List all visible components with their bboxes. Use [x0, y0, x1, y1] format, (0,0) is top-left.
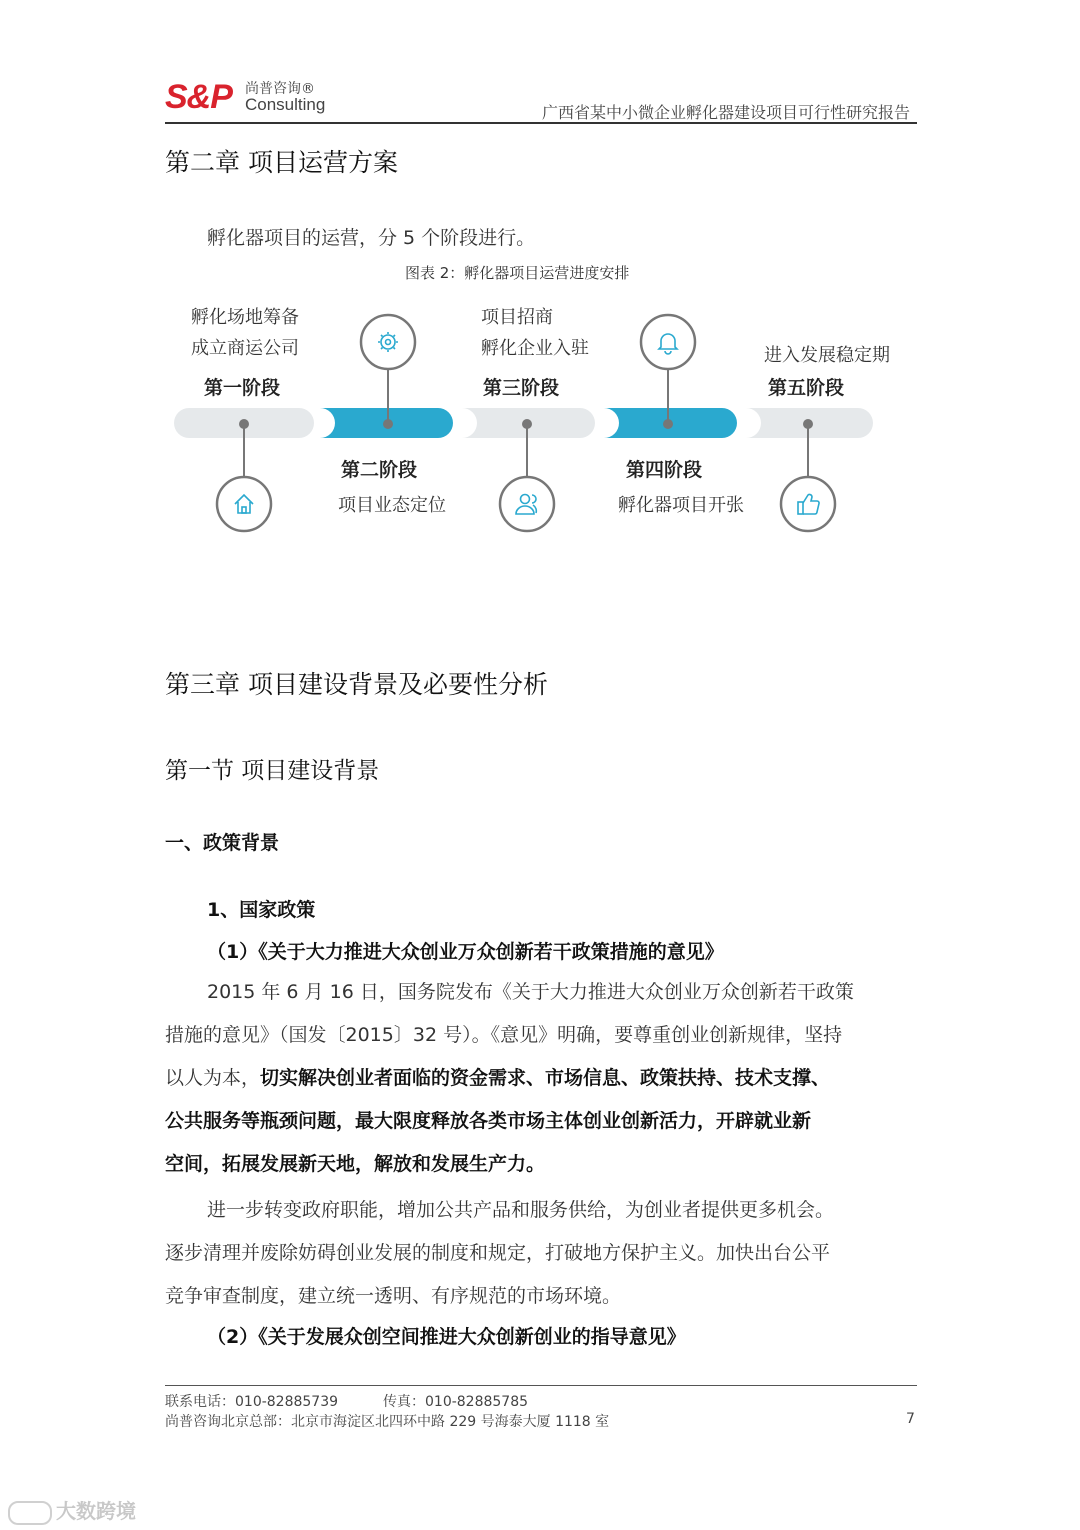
stage-4-name: 第四阶段	[626, 459, 703, 481]
paragraph-2-line-2: 逐步清理并废除妨碍创业发展的制度和规定，打破地方保护主义。加快出台公平	[165, 1242, 831, 1264]
figure-caption: 图表 2：孵化器项目运营进度安排	[405, 264, 630, 282]
logo-english-name: Consulting	[245, 95, 326, 114]
stage-5-name: 第五阶段	[768, 377, 845, 399]
stage-1-desc-line2: 成立商运公司	[191, 338, 299, 359]
policy-item-1-title: （1）《关于大力推进大众创业万众创新若干政策措施的意见》	[207, 941, 724, 963]
stage-1-desc-line1: 孵化场地筹备	[191, 307, 299, 328]
paragraph-2-line-1: 进一步转变政府职能，增加公共产品和服务供给，为创业者提供更多机会。	[207, 1199, 835, 1221]
stage-3-desc-line1: 项目招商	[481, 307, 553, 328]
footer-fax: 传真：010-82885785	[383, 1394, 529, 1410]
chapter-3-title: 第三章 项目建设背景及必要性分析	[165, 670, 548, 699]
stage-4-desc: 孵化器项目开张	[618, 495, 744, 516]
watermark-logo-icon	[8, 1501, 52, 1525]
logo-chinese-name: 尚普咨询®	[245, 81, 315, 97]
logo-mark: S&P	[165, 78, 232, 116]
footer-address: 尚普咨询北京总部：北京市海淀区北四环中路 229 号海泰大厦 1118 室	[165, 1414, 610, 1430]
stage-3-name: 第三阶段	[483, 377, 560, 399]
paragraph-1-line-3-plain: 以人为本，	[165, 1067, 261, 1089]
stage-1-name: 第一阶段	[204, 377, 281, 399]
footer-phone: 联系电话：010-82885739	[165, 1394, 339, 1410]
paragraph-1-line-1: 2015 年 6 月 16 日，国务院发布《关于大力推进大众创业万众创新若干政策	[207, 981, 854, 1003]
policy-item-2-title: （2）《关于发展众创空间推进大众创新创业的指导意见》	[207, 1326, 686, 1348]
stage-3-desc-line2: 孵化企业入驻	[481, 338, 589, 359]
subsection-policy-background: 一、政策背景	[165, 832, 280, 854]
stage-5-desc: 进入发展稳定期	[764, 345, 890, 366]
section-1-title: 第一节 项目建设背景	[165, 758, 380, 784]
watermark	[8, 1495, 136, 1525]
paragraph-2-line-3: 竞争审查制度，建立统一透明、有序规范的市场环境。	[165, 1285, 622, 1307]
header-divider	[165, 122, 917, 124]
footer-divider	[165, 1385, 917, 1386]
subsection-national-policy: 1、国家政策	[207, 899, 316, 921]
chapter-2-title: 第二章 项目运营方案	[165, 148, 398, 177]
paragraph-1-line-2: 措施的意见》（国发〔2015〕32 号）。《意见》明确，要尊重创业创新规律，坚持	[165, 1024, 843, 1046]
paragraph-1-line-4: 公共服务等瓶颈问题，最大限度释放各类市场主体创业创新活力，开辟就业新	[165, 1110, 812, 1132]
page-number: 7	[906, 1411, 915, 1427]
paragraph-1-line-3	[165, 1057, 830, 1100]
stage-2-name: 第二阶段	[341, 459, 418, 481]
paragraph-1-line-5: 空间，拓展发展新天地，解放和发展生产力。	[165, 1153, 546, 1175]
chapter-2-intro: 孵化器项目的运营，分 5 个阶段进行。	[207, 227, 536, 249]
watermark-text: 大数跨境	[56, 1499, 136, 1523]
stage-2-desc: 项目业态定位	[338, 495, 446, 516]
paragraph-1-line-3-bold: 切实解决创业者面临的资金需求、市场信息、政策扶持、技术支撑、	[260, 1067, 831, 1089]
report-title: 广西省某中小微企业孵化器建设项目可行性研究报告	[541, 103, 910, 122]
